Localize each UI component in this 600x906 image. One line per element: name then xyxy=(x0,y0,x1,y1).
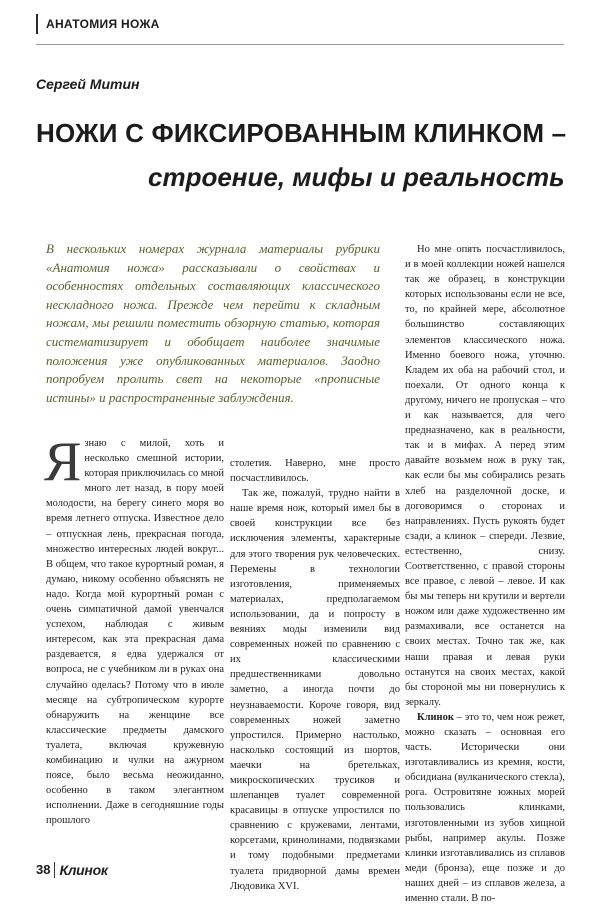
article-author: Сергей Митин xyxy=(36,76,140,92)
article-subtitle: строение, мифы и реальность xyxy=(148,162,565,192)
paragraph-text: – это то, чем нож режет, можно сказать – основная его часть. Исторически они изготавливались из кремня, кости, обсидиана (вулканического стекла), рога. Островитяне южных морей пользовались клинками, изготовленными из зубов хищной рыбы, например акулы. Позже клинки изготавливались из сплавов меди (бронза), еще позже и до наших дней – из сплавов железа, а именно стали. В по- xyxy=(405,711,565,905)
section-tag: АНАТОМИЯ НОЖА xyxy=(36,14,160,34)
page-number: 38 xyxy=(36,862,55,878)
header-divider xyxy=(36,44,564,45)
term-leadin: Клинок xyxy=(417,711,454,723)
magazine-logo: Клинок xyxy=(59,862,108,878)
paragraph: столетия. Наверно, мне просто посчастливилось. xyxy=(230,458,400,485)
paragraph: Но мне опять посчастливилось, и в моей коллекции ножей нашелся так же образец, в конструкции которых использованы если не все, то, по крайней мере, абсолютное большинство составляющих элементов классического ножа. Именно боевого ножа, уточню. Кладем их оба на рабочий стол, и поехали. От одного конца к другому, ничего не пропуская – что и как называется, для чего предназначено, как в реальности, так и в мифах. А перед этим давайте возьмем нож в руку так, как если бы мы собирались резать хлеб на разделочной доске, и договоримся о сторонах и направлениях. Пусть рукоять будет сзади, а клинок – спереди. Лезвие, естественно, снизу. Соответственно, с правой стороны все правое, с левой – левое. И как бы мы теперь ни крутили и вертели ножом или даже художественно им размахивали, все останется на своих местах. Точно так же, как наши правая и левая руки останутся на своих местах, какой бы стороной мы ни повернулись к зеркалу. xyxy=(405,244,565,708)
paragraph: Так же, пожалуй, трудно найти в наше время нож, который имел бы в своей конструкции все без исключения элементы, характерные для этого творения рук человеческих. Перемены в технологии изготовления, применяемых материалах, предполагаемом использовании, да и попросту в веяниях моды изменили вид современных ножей по сравнению с их классическими предшественниками довольно заметно, а иногда почти до неузнаваемости. Короче говоря, вид современных ножей заметно упростился. Примерно настолько, насколько состоящий из шортов, маечки на бретельках, микроскопических трусиков и шлепанцев туалет современной красавицы в отпуске упростился по сравнению с кружевами, лентами, корсетами, кринолинами, подвязками и тому подобными предметами туалета придворной дамы времен Людовика XVI. xyxy=(230,488,400,892)
drop-cap: Я xyxy=(44,431,82,493)
paragraph xyxy=(405,710,565,906)
text-column-1 xyxy=(44,431,224,848)
text-column-2 xyxy=(230,456,400,892)
paragraph-text: знаю с милой, хоть и несколько смешной истории, которая приключилась со мной много лет назад, в пору моей молодости, на берегу синего моря во время летнего отпуска. Известное дело – отпускная лень, прекрасная погода, множество интересных людей вокруг... В общем, что такое курортный роман, я думаю, никому особенно объяснять не надо. Когда мой курортный роман с очень симпатичной дамой увенчался успехом, наблюдая с живым интересом, как эта прекрасная дама раздевается, я едва удержался от вопроса, не с учебником ли в руках она случайно оделась? Потому что в июле месяце на субтропическом курорте обнаружить на женщине все классические предметы дамского туалета, включая кружевную комбинацию и чулки на ажурном поясе, было весьма неожиданно, особенно в таком элегантном исполнении. Даже в сегодняшние годы прошлого xyxy=(46,438,224,827)
page-footer xyxy=(36,858,108,882)
article-title: НОЖИ С ФИКСИРОВАННЫМ КЛИНКОМ – xyxy=(36,118,567,148)
article-lead: В нескольких номерах журнала материалы рубрики «Анатомия ножа» рассказывали о свойствах и особенностях отдельных составляющих классического нескладного ножа. Прежде чем перейти к складным ножам, мы решили поместить обзорную статью, которая систематизирует и обобщает наиболее значимые положения уже опубликованных материалов. Заодно попробуем пролить свет на некоторые «прописные истины» и распространенные заблуждения. xyxy=(46,241,380,405)
paragraph xyxy=(44,431,224,828)
text-column-3 xyxy=(405,242,565,905)
